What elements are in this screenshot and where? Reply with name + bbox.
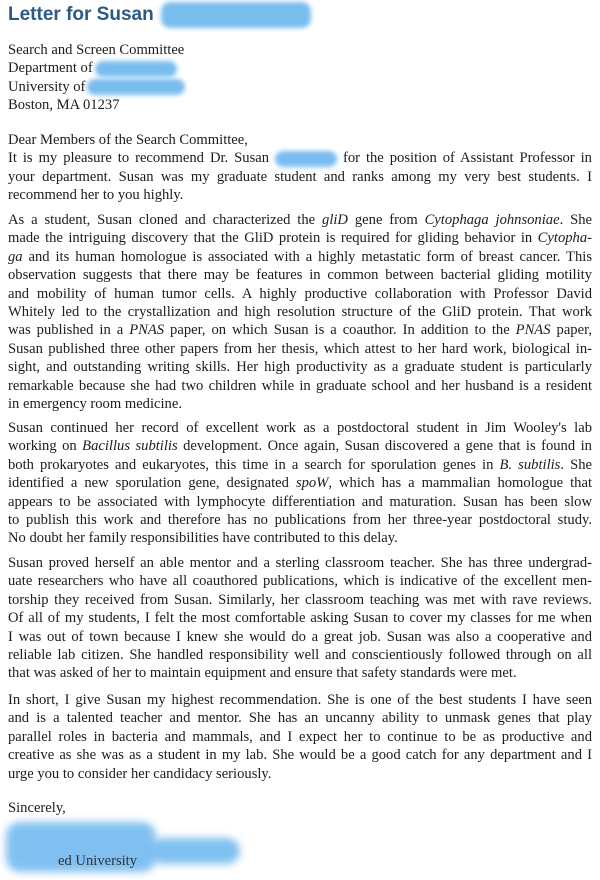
signature-redaction [150,838,240,864]
salutation [8,131,592,149]
text-line: urge you to consider her candidacy seriously. [8,765,272,782]
text-line: your department. Susan was my graduate student and ranks among my very best students. I [8,168,592,185]
text-line: Susan published three other papers from her thesis, which attest to her hard work, biological in- [8,340,592,357]
address-line: University of [8,78,592,96]
text-line: and is a talented teacher and mentor. She has an uncanny ability to unmask genes that play [8,710,592,727]
address-block [8,41,592,115]
text-line: torship they received from Susan. Similarly, her classroom teaching was met with rave reviews. [8,591,592,608]
text-line: creative as she was as a student in my lab. She would be a good catch for any department and I [8,747,592,764]
signature-institution: ed University [58,853,138,869]
paragraph-intro [8,149,592,204]
text-line: recommend her to you highly. [8,187,184,204]
paragraph-student-work [8,211,592,413]
text-line: I was out of town because I knew she would do a great job. Susan was also a cooperative and [8,628,592,645]
text-line: to publish this work and therefore has no publications from her three-year postdoctoral study. [8,512,592,529]
title-text: Letter for Susan [8,4,154,26]
text-line: Susan proved herself an able mentor and a sterling classroom teacher. She has three undergrad- [8,555,592,571]
text-line: made the intriguing discovery that the GliD protein is required for gliding behavior in Cytopha- [8,230,592,247]
text-line: As a student, Susan cloned and characterized the gliD gene from Cytophaga johnsoniae. She [8,212,592,228]
salutation-text: Dear Members of the Search Committee, [8,132,248,148]
text-line: In short, I give Susan my highest recommendation. She is one of the best students I have seen [8,692,592,708]
text-line: sight, and outstanding writing skills. Her high productivity as a graduate student is particularly [8,359,592,376]
text-line: working on Bacillus subtilis development. Once again, Susan discovered a gene that is found in [8,438,592,455]
text-line: parallel roles in bacteria and mammals, and I expect her to continue to be as productive and [8,728,592,745]
text-line: remarkable because she had two children while in graduate school and her husband is a resident [8,377,592,394]
closing-text: Sincerely, [8,800,66,816]
text-line: and mobility of human tumor cells. A highly productive collaboration with Professor David [8,285,592,302]
text-line: in emergency room medicine. [8,396,182,413]
text-line: that was asked of her to maintain equipment and ensure that safety standards were met. [8,665,517,682]
paragraph-summary [8,691,592,783]
text-line: appears to be associated with lymphocyte differentiation and maturation. Susan has been slow [8,493,592,510]
text-line: It is my pleasure to recommend Dr. Susan for the position of Assistant Professor in [8,150,592,167]
text-line: Of all of my students, I felt the most comfortable asking Susan to cover my classes for me when [8,610,592,627]
address-line: Search and Screen Committee [8,42,185,58]
name-redaction [275,151,337,167]
text-line: uate researchers who have all coauthored publications, which is indicative of the excellent men- [8,573,592,590]
text-line: observation suggests that there may be features in common between bacterial gliding motility [8,267,592,284]
title-redaction [161,2,311,28]
text-line: was published in a PNAS paper, on which Susan is a coauthor. In addition to the PNAS paper, [8,322,592,339]
address-line: Department of [8,59,592,77]
text-line: Susan continued her record of excellent work as a postdoctoral student in Jim Wooley's lab [8,420,592,436]
address-redaction [95,61,177,77]
address-redaction [87,79,185,95]
paragraph-mentoring [8,554,592,683]
text-line: identified a new sporulation gene, designated spoW, which has a mammalian homologue that [8,475,592,492]
text-line: both prokaryotes and eukaryotes, this time in a search for sporulation genes in B. subtilis. She [8,456,593,473]
closing [8,799,592,817]
address-line: Boston, MA 01237 [8,97,120,114]
text-line: reliable lab citizen. She handled responsibility well and conscientiously followed through on all [8,647,592,664]
text-line: No doubt her family responsibilities have contributed to this delay. [8,530,398,547]
letter-title [8,2,311,28]
text-line: ga and its human homologue is associated with a highly metastatic form of breast cancer. This [8,248,592,265]
paragraph-postdoc [8,419,592,548]
text-line: Whitely led to the crystallization and high resolution structure of the GliD protein. That work [8,304,592,321]
